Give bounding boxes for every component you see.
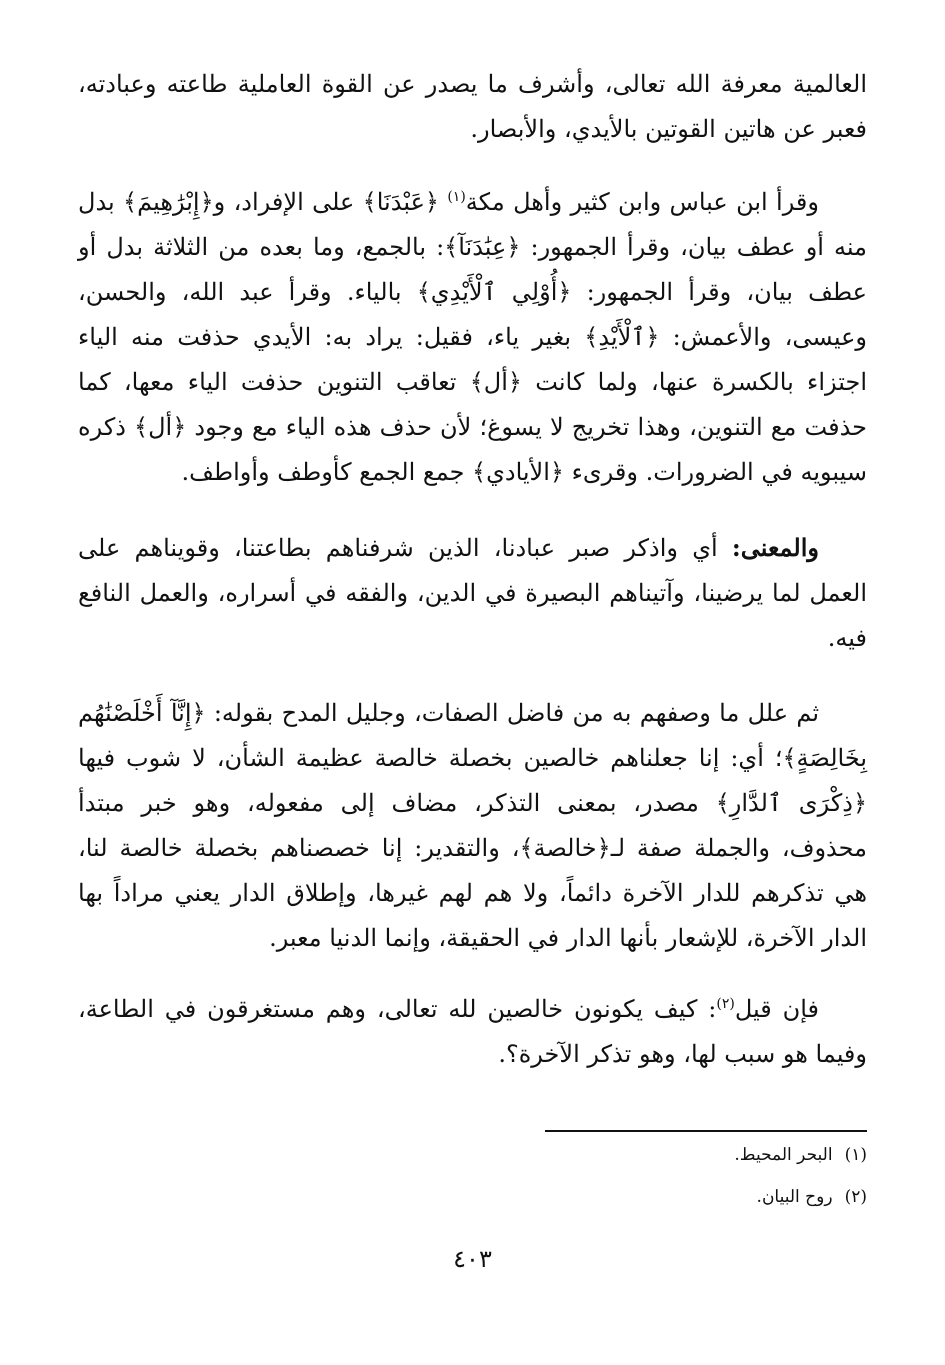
- paragraph-1-text: العالمية معرفة الله تعالى، وأشرف ما يصدر عن القوة العاملية طاعته وعبادته، فعبر عن هاتين القوتين بالأيدي، والأبصار.: [78, 70, 867, 143]
- paragraph-5-text-rest: : كيف يكونون خالصين لله تعالى، وهم مستغرقون في الطاعة، وفيما هو سبب لها، وهو تذكر الآخرة؟.: [78, 995, 867, 1068]
- footnote-1-number: (١): [844, 1145, 867, 1165]
- footnote-1: [267, 1145, 867, 1165]
- paragraph-2: [78, 180, 867, 495]
- paragraph-2-text-rest: ﴿عَبْدَنَا﴾ على الإفراد، و﴿إِبْرَٰهِيمَ﴾ بدل منه أو عطف بيان، وقرأ الجمهور: ﴿عِبَٰدَنَآ﴾: بالجمع، وما بعده من الثلاثة بدل أو عطف بيان، وقرأ الجمهور: ﴿أُوْلِي ٱلْأَيْدِي﴾ بالياء. وقرأ عبد الله، والحسن، وعيسى، والأعمش: ﴿ٱلْأَيْدِ﴾ بغير ياء، فقيل: يراد به: الأيدي حذفت منه الياء اجتزاء بالكسرة عنها، ولما كانت ﴿أل﴾ تعاقب التنوين حذفت الياء معها، كما حذفت مع التنوين، وهذا تخريج لا يسوغ؛ لأن حذف هذه الياء مع وجود ﴿أل﴾ ذكره سيبويه في الضرورات. وقرىء ﴿الأيادي﴾ جمع الجمع كأوطف وأواطف.: [78, 188, 868, 486]
- footnote-1-text: البحر المحيط.: [734, 1145, 833, 1165]
- footnote-2-number: (٢): [844, 1187, 867, 1207]
- footnote-2-text: روح البيان.: [756, 1187, 833, 1207]
- footnote-separator: [545, 1130, 867, 1132]
- paragraph-5-text-start: فإن قيل: [734, 995, 819, 1023]
- page-number: ٤٠٣: [453, 1245, 492, 1273]
- footnote-ref-1[interactable]: (١): [447, 189, 466, 205]
- paragraph-4: [78, 691, 867, 961]
- footnotes: [267, 1145, 867, 1229]
- paragraph-5: [78, 987, 867, 1077]
- paragraph-1: [78, 62, 867, 152]
- paragraph-4-text: ثم علل ما وصفهم به من فاضل الصفات، وجليل المدح بقوله: ﴿إِنَّآ أَخْلَصْنَٰهُم بِخَالِصَةٍ﴾؛ أي: إنا جعلناهم خالصين بخصلة خالصة عظيمة الشأن، لا شوب فيها ﴿ذِكْرَى ٱلدَّارِ﴾ مصدر، بمعنى التذكر، مضاف إلى مفعوله، وهو خبر مبتدأ محذوف، والجملة صفة لـ﴿خالصة﴾، والتقدير: إنا خصصناهم بخصلة خالصة لنا، هي تذكرهم للدار الآخرة دائماً، ولا هم لهم غيرها، وإطلاق الدار يعني مراداً بها الدار الآخرة، للإشعار بأنها الدار في الحقيقة، وإنما الدنيا معبر.: [78, 699, 868, 952]
- footnote-ref-2[interactable]: (٢): [716, 996, 735, 1012]
- paragraph-2-text-start: وقرأ ابن عباس وابن كثير وأهل مكة: [465, 188, 819, 216]
- paragraph-3-text: أي واذكر صبر عبادنا، الذين شرفناهم بطاعتنا، وقويناهم على العمل لما يرضينا، وآتيناهم البصيرة في الدين، والفقه في أسراره، والعمل النافع فيه.: [78, 534, 867, 652]
- paragraph-3: [78, 525, 867, 661]
- footnote-2: [267, 1187, 867, 1207]
- page-body: [78, 62, 867, 1077]
- paragraph-3-lead: والمعنى:: [731, 533, 819, 562]
